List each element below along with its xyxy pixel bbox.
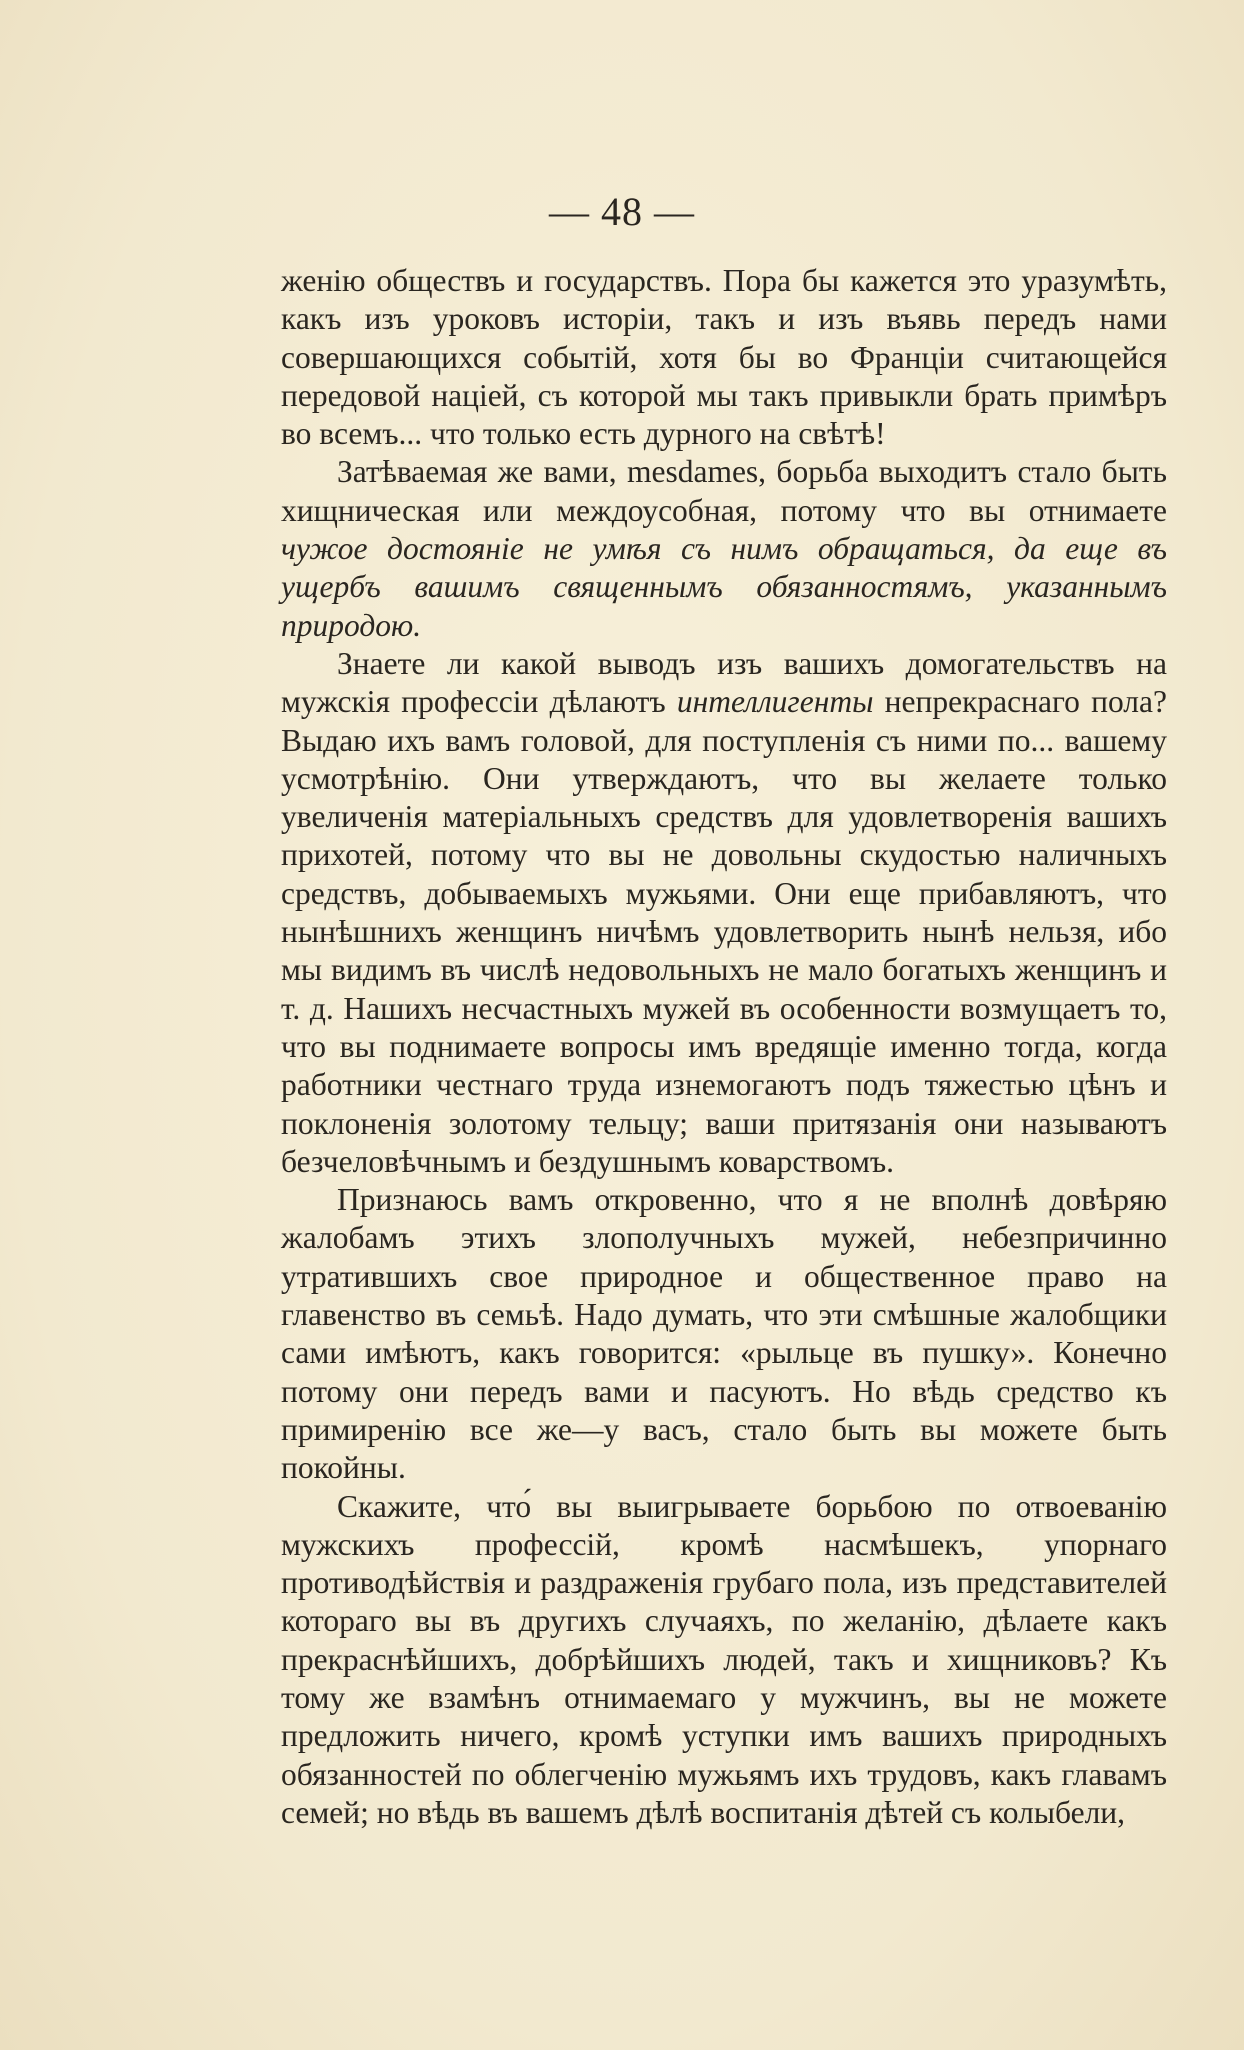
text-segment: женію обществъ и государствъ. Пора бы кажется это уразумѣть, какъ изъ уроковъ исторіи, такъ и изъ въявь передъ нами совершающихся событій, хотя бы во Франціи считающейся передовой націей, съ которой мы такъ привыкли брать примѣръ во всемъ... что только есть дурного на свѣтѣ! — [281, 263, 1167, 452]
italic-text: интеллигенты — [676, 684, 874, 720]
body-text — [281, 262, 1167, 1832]
italic-text: чужое достояніе не умѣя съ нимъ обращаться, да еще въ ущербъ вашимъ священнымъ обязанностямъ, указаннымъ природою. — [281, 531, 1167, 643]
page-number: — 48 — — [549, 189, 695, 234]
paragraph — [281, 645, 1167, 1181]
paragraph — [281, 1488, 1167, 1833]
text-segment: непрекраснаго пола? Выдаю ихъ вамъ головой, для поступленія съ ними по... вашему усмотрѣнію. Они утверждаютъ, что вы желаете только увеличенія матеріальныхъ средствъ для удовлетворенія вашихъ прихотей, потому что вы не довольны скудостью наличныхъ средствъ, добываемыхъ мужьями. Они еще прибавляютъ, что нынѣшнихъ женщинъ ничѣмъ удовлетворить нынѣ нельзя, ибо мы видимъ въ числѣ недовольныхъ не мало богатыхъ женщинъ и т. д. Нашихъ несчастныхъ мужей въ особенности возмущаетъ то, что вы поднимаете вопросы имъ вредящіе именно тогда, когда работники честнаго труда изнемогаютъ подъ тяжестью цѣнъ и поклоненія золотому тельцу; ваши притязанія они называютъ безчеловѣчнымъ и бездушнымъ коварствомъ. — [281, 684, 1167, 1179]
paragraph — [281, 262, 1167, 453]
text-segment: Признаюсь вамъ откровенно, что я не вполнѣ довѣряю жалобамъ этихъ злополучныхъ мужей, небезпричинно утратившихъ свое природное и общественное право на главенство въ семьѣ. Надо думать, что эти смѣшные жалобщики сами имѣютъ, какъ говорится: «рыльце въ пушку». Конечно потому они передъ вами и пасуютъ. Но вѣдь средство къ примиренію все же—у васъ, стало быть вы можете быть покойны. — [281, 1182, 1167, 1486]
paragraph — [281, 453, 1167, 644]
text-segment: Знаете ли какой выводъ изъ вашихъ домогательствъ на мужскія профессіи дѣлаютъ — [281, 645, 1167, 720]
paragraph — [281, 1181, 1167, 1487]
text-segment: Затѣваемая же вами, mesdames, борьба выходитъ стало быть хищническая или междоусобная, потому что вы отнимаете — [281, 454, 1167, 528]
text-segment: Скажите, что́ вы выигрываете борьбою по отвоеванію мужскихъ профессій, кромѣ насмѣшекъ, упорнаго противодѣйствія и раздраженія грубаго пола, изъ представителей котораго вы въ другихъ случаяхъ, по желанію, дѣлаете какъ прекраснѣйшихъ, добрѣйшихъ людей, такъ и хищниковъ? Къ тому же взамѣнъ отнимаемаго у мужчинъ, вы не можете предложить ничего, кромѣ уступки имъ вашихъ природныхъ обязанностей по облегченію мужьямъ ихъ трудовъ, какъ главамъ семей; но вѣдь въ вашемъ дѣлѣ воспитанія дѣтей съ колыбели, — [281, 1488, 1167, 1830]
